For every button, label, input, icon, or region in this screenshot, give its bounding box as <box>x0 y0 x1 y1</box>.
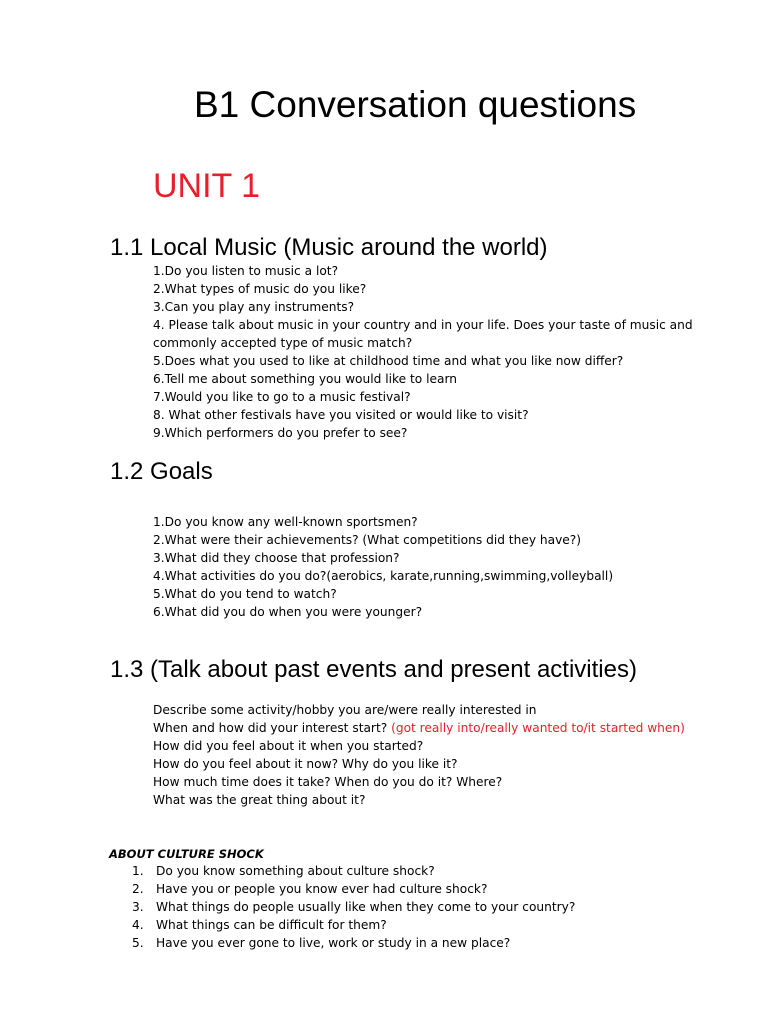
question-list-past-present <box>153 701 733 809</box>
item-text: What things can be difficult for them? <box>156 918 387 932</box>
question-item: How did you feel about it when you started? <box>153 739 424 753</box>
question-item: How much time does it take? When do you do it? Where? <box>153 775 503 789</box>
question-item: 3.What did they choose that profession? <box>153 551 400 565</box>
question-item-with-note <box>153 719 733 737</box>
page-title: B1 Conversation questions <box>194 84 637 125</box>
question-list-local-music <box>153 262 733 442</box>
question-item: What was the great thing about it? <box>153 793 366 807</box>
item-number: 1. <box>132 864 144 878</box>
item-number: 4. <box>132 918 144 932</box>
culture-shock-heading: ABOUT CULTURE SHOCK <box>109 847 264 861</box>
question-item: Describe some activity/hobby you are/were really interested in <box>153 703 537 717</box>
item-text: Have you ever gone to live, work or study in a new place? <box>156 936 511 950</box>
numbered-item <box>110 862 710 880</box>
question-item: 9.Which performers do you prefer to see? <box>153 426 408 440</box>
question-item: 4. Please talk about music in your country and in your life. Does your taste of music and commonly accepted type of music match? <box>153 318 693 350</box>
question-item: 5.What do you tend to watch? <box>153 587 337 601</box>
question-item: 7.Would you like to go to a music festival? <box>153 390 411 404</box>
question-item: 1.Do you know any well-known sportsmen? <box>153 515 418 529</box>
section-heading-past-present: 1.3 (Talk about past events and present activities) <box>110 656 637 683</box>
highlight-note: (got really into/really wanted to/it started when) <box>391 721 685 735</box>
question-item: 4.What activities do you do?(aerobics, karate,running,swimming,volleyball) <box>153 569 614 583</box>
unit-heading: UNIT 1 <box>153 167 261 205</box>
question-item: 2.What were their achievements? (What competitions did they have?) <box>153 533 582 547</box>
numbered-item <box>110 934 710 952</box>
item-text: Have you or people you know ever had culture shock? <box>156 882 488 896</box>
question-item: 8. What other festivals have you visited or would like to visit? <box>153 408 529 422</box>
question-item: 6.What did you do when you were younger? <box>153 605 423 619</box>
question-item: 6.Tell me about something you would like to learn <box>153 372 457 386</box>
question-item: 2.What types of music do you like? <box>153 282 367 296</box>
question-list-goals <box>153 513 733 621</box>
item-text: What things do people usually like when they come to your country? <box>156 900 576 914</box>
question-item: 3.Can you play any instruments? <box>153 300 355 314</box>
question-item: 5.Does what you used to like at childhood time and what you like now differ? <box>153 354 624 368</box>
numbered-item <box>110 880 710 898</box>
numbered-item <box>110 916 710 934</box>
item-text: Do you know something about culture shock? <box>156 864 435 878</box>
question-item: How do you feel about it now? Why do you like it? <box>153 757 458 771</box>
culture-shock-list <box>110 862 710 952</box>
item-number: 5. <box>132 936 144 950</box>
numbered-item <box>110 898 710 916</box>
question-item: 1.Do you listen to music a lot? <box>153 264 339 278</box>
section-heading-goals: 1.2 Goals <box>110 458 213 485</box>
item-number: 3. <box>132 900 144 914</box>
item-number: 2. <box>132 882 144 896</box>
section-heading-local-music: 1.1 Local Music (Music around the world) <box>110 234 548 261</box>
question-text: When and how did your interest start? <box>153 721 388 735</box>
